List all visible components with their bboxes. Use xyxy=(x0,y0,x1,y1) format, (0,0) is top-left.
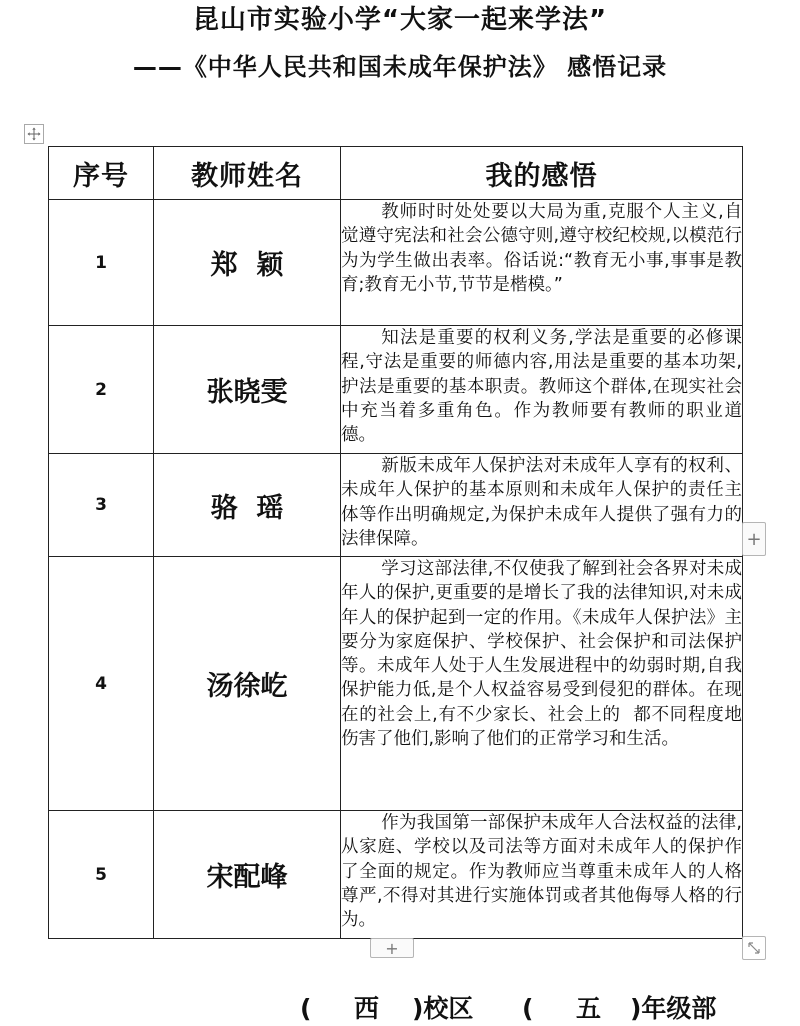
document-subtitle: ——《中华人民共和国未成年保护法》 感悟记录 xyxy=(132,53,668,81)
campus-grade-footer xyxy=(300,992,740,1026)
resize-corner-icon xyxy=(743,937,765,959)
row-index[interactable]: 2 xyxy=(49,326,154,454)
teacher-name[interactable]: 骆 瑶 xyxy=(154,454,341,557)
table-header-row xyxy=(49,147,743,200)
header-reflection: 我的感悟 xyxy=(341,147,743,200)
teacher-name[interactable]: 汤徐屹 xyxy=(154,557,341,811)
grade-value[interactable]: 五 xyxy=(576,994,602,1023)
row-index[interactable]: 5 xyxy=(49,811,154,939)
teacher-name[interactable]: 郑 颖 xyxy=(154,200,341,326)
row-index[interactable]: 3 xyxy=(49,454,154,557)
campus-open-paren: ( xyxy=(300,994,312,1023)
document-title: 昆山市实验小学“大家一起来学法” xyxy=(192,5,608,35)
reflection-text[interactable]: 作为我国第一部保护未成年人合法权益的法律,从家庭、学校以及司法等方面对未成年人的保护作了全面的规定。作为教师应当尊重未成年人的人格尊严,不得对其进行实施体罚或者其他侮辱人格的行为。 xyxy=(341,811,743,939)
teacher-name[interactable]: 宋配峰 xyxy=(154,811,341,939)
reflection-text[interactable]: 学习这部法律,不仅使我了解到社会各界对未成年人的保护,更重要的是增长了我的法律知识,对未成年人的保护起到一定的作用。《未成年人保护法》主要分为家庭保护、学校保护、社会保护和司法保护等。未成年人处于人生发展进程中的幼弱时期,自我保护能力低,是个人权益容易受到侵犯的群体。在现在的社会上,有不少家长、社会上的 都不同程度地伤害了他们,影响了他们的正常学习和生活。 xyxy=(341,557,743,811)
table-row xyxy=(49,811,743,939)
table-row xyxy=(49,454,743,557)
header-teacher-name: 教师姓名 xyxy=(154,147,341,200)
campus-value[interactable]: 西 xyxy=(354,994,380,1023)
move-arrows-icon xyxy=(27,127,41,141)
grade-open-paren: ( xyxy=(522,994,534,1023)
add-column-button[interactable] xyxy=(370,938,414,958)
reflection-table xyxy=(48,146,743,939)
reflection-text[interactable]: 新版未成年人保护法对未成年人享有的权利、未成年人保护的基本原则和未成年人保护的责任主体等作出明确规定,为保护未成年人提供了强有力的法律保障。 xyxy=(341,454,743,557)
header-index: 序号 xyxy=(49,147,154,200)
row-index[interactable]: 1 xyxy=(49,200,154,326)
table-row xyxy=(49,200,743,326)
table-move-handle[interactable] xyxy=(24,124,44,144)
grade-label: )年级部 xyxy=(630,994,717,1023)
table-row xyxy=(49,557,743,811)
reflection-text[interactable]: 教师时时处处要以大局为重,克服个人主义,自觉遵守宪法和社会公德守则,遵守校纪校规,以模范行为为学生做出表率。俗话说:“教育无小事,事事是教育;教育无小节,节节是楷模。” xyxy=(341,200,743,326)
plus-icon: + xyxy=(746,528,762,550)
teacher-name[interactable]: 张晓雯 xyxy=(154,326,341,454)
reflection-text[interactable]: 知法是重要的权利义务,学法是重要的必修课程,守法是重要的师德内容,用法是重要的基本功架,护法是重要的基本职责。教师这个群体,在现实社会中充当着多重角色。作为教师要有教师的职业道德。 xyxy=(341,326,743,454)
table-row xyxy=(49,326,743,454)
campus-label: )校区 xyxy=(412,994,474,1023)
table-resize-handle[interactable] xyxy=(742,936,766,960)
plus-icon: + xyxy=(385,938,399,958)
row-index[interactable]: 4 xyxy=(49,557,154,811)
add-row-button[interactable] xyxy=(742,522,766,556)
